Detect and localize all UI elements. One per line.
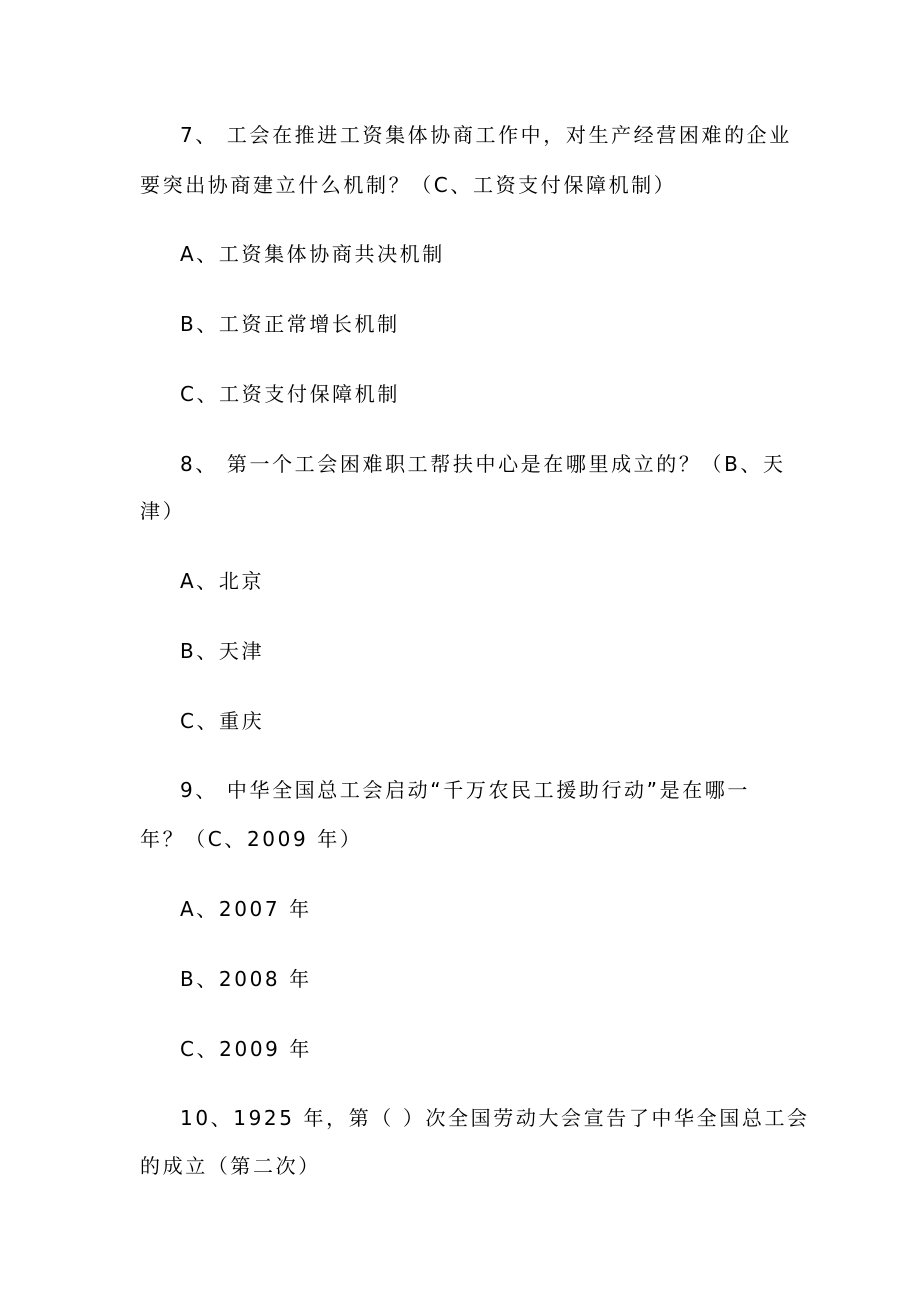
question-9-text: 9、 中华全国总工会启动“千万农民工援助行动”是在哪一 bbox=[180, 778, 751, 802]
question-8-text-continued: 津） bbox=[140, 499, 186, 523]
question-9-option-b: B、2008 年 bbox=[180, 967, 312, 991]
question-7-option-c: C、工资支付保障机制 bbox=[180, 382, 400, 406]
question-8-option-b: B、天津 bbox=[180, 639, 265, 663]
question-8-option-a: A、北京 bbox=[180, 569, 265, 593]
question-9-option-c: C、2009 年 bbox=[180, 1037, 313, 1061]
question-10-text-continued: 的成立（第二次） bbox=[140, 1154, 321, 1178]
question-10-text: 10、1925 年，第（ ）次全国劳动大会宣告了中华全国总工会 bbox=[180, 1106, 810, 1130]
question-9-option-a: A、2007 年 bbox=[180, 897, 312, 921]
question-7-option-b: B、工资正常增长机制 bbox=[180, 312, 400, 336]
question-7-text-continued: 要突出协商建立什么机制？（C、工资支付保障机制） bbox=[140, 173, 677, 197]
question-8-text: 8、 第一个工会困难职工帮扶中心是在哪里成立的？（B、天 bbox=[180, 452, 786, 476]
question-8-option-c: C、重庆 bbox=[180, 709, 265, 733]
question-9-text-continued: 年？（C、2009 年） bbox=[140, 827, 363, 851]
question-7-option-a: A、工资集体协商共决机制 bbox=[180, 242, 445, 266]
question-7-text: 7、 工会在推进工资集体协商工作中，对生产经营困难的企业 bbox=[180, 123, 792, 147]
